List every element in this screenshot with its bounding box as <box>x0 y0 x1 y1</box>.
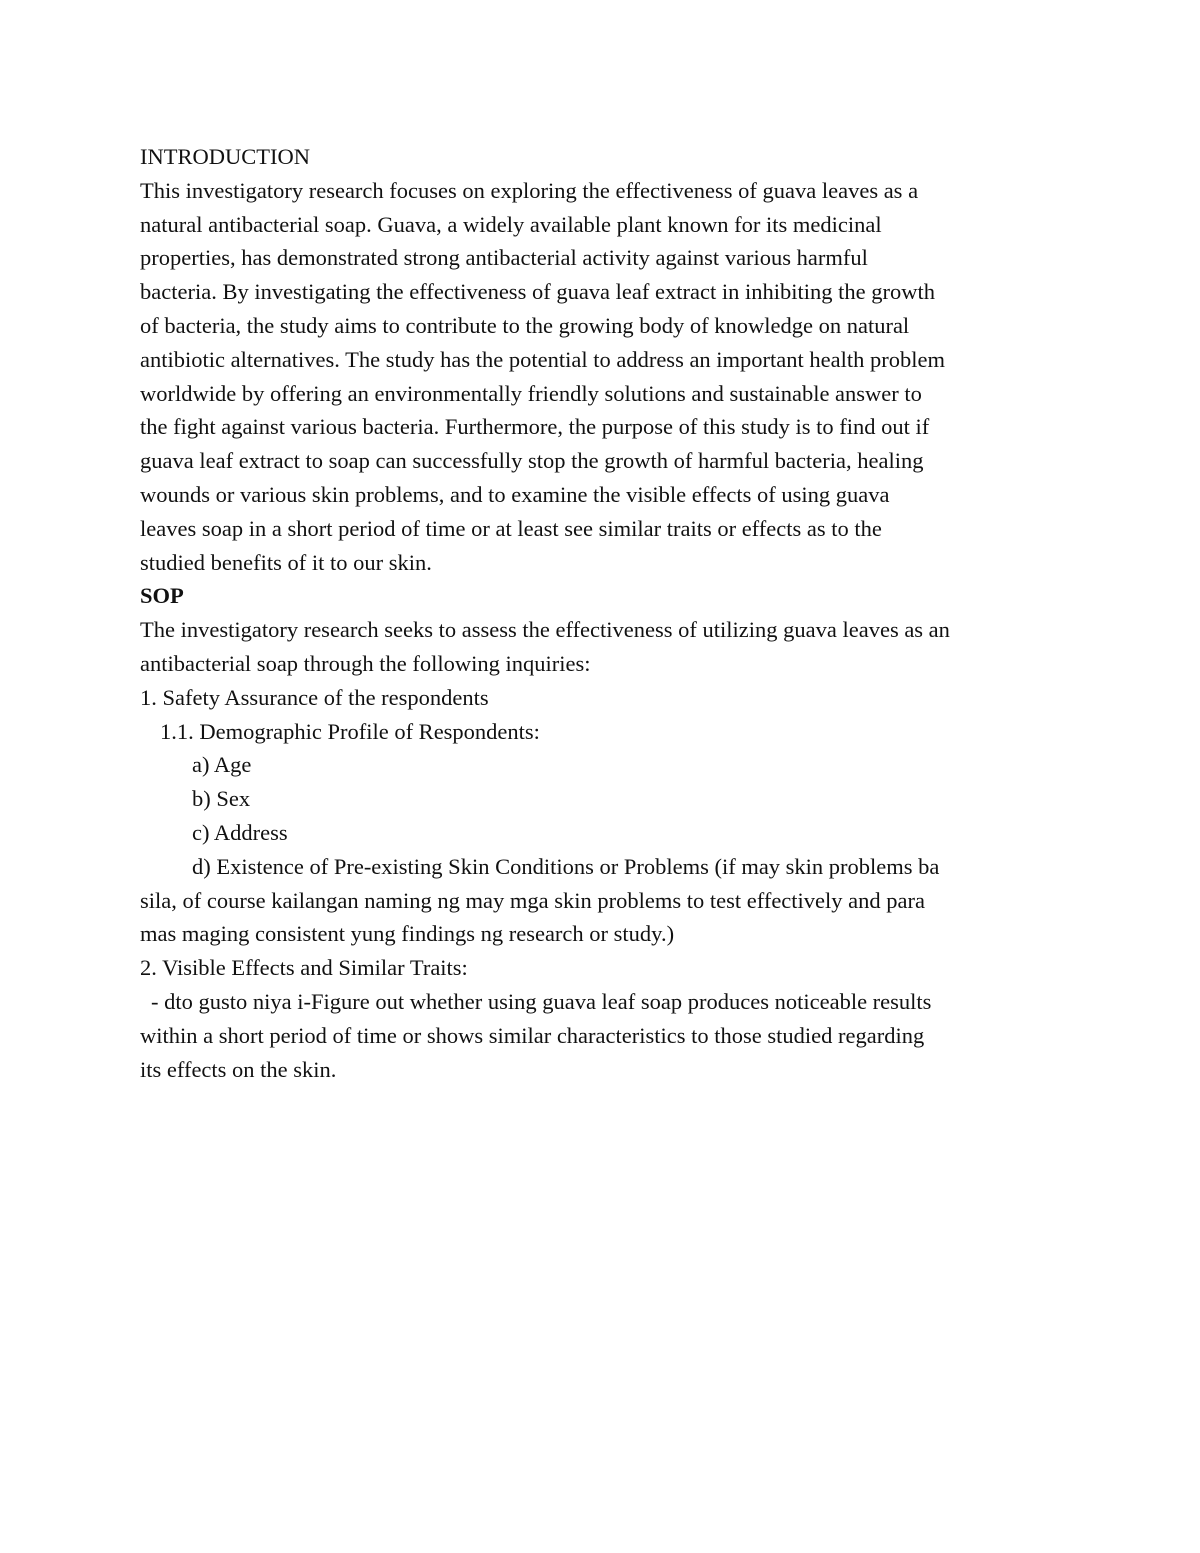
list-item-safety-assurance: 1. Safety Assurance of the respondents <box>140 684 489 710</box>
list-item-skin-conditions: d) Existence of Pre-existing Skin Conditions or Problems (if may skin problems ba sila, of course kailangan naming ng may mga skin problems to test effectively and para mas maging consistent yung findings ng research or study.) <box>140 853 940 947</box>
list-item-age: a) Age <box>192 752 252 778</box>
sop-intro-paragraph: The investigatory research seeks to assess the effectiveness of utilizing guava leaves as an antibacterial soap through the following inquiries: <box>140 617 950 676</box>
introduction-heading: INTRODUCTION <box>140 144 310 169</box>
list-item-demographic-profile: 1.1. Demographic Profile of Respondents: <box>160 718 540 744</box>
list-item-sex: b) Sex <box>192 786 251 812</box>
document-body <box>140 140 1065 1086</box>
introduction-paragraph: This investigatory research focuses on exploring the effectiveness of guava leaves as a natural antibacterial soap. Guava, a widely available plant known for its medicinal properties, has demonstrated strong antibacterial activity against various harmful bacteria. By investigating the effectiveness of guava leaf extract in inhibiting the growth of bacteria, the study aims to contribute to the growing body of knowledge on natural antibiotic alternatives. The study has the potential to address an important health problem worldwide by offering an environmentally friendly solutions and sustainable answer to the fight against various bacteria. Furthermore, the purpose of this study is to find out if guava leaf extract to soap can successfully stop the growth of harmful bacteria, healing wounds or various skin problems, and to examine the visible effects of using guava leaves soap in a short period of time or at least see similar traits or effects as to the studied benefits of it to our skin. <box>140 177 946 575</box>
sop-heading: SOP <box>140 583 184 609</box>
visible-effects-note: - dto gusto niya i-Figure out whether using guava leaf soap produces noticeable results within a short period of time or shows similar characteristics to those studied regarding its effects on the skin. <box>140 988 932 1082</box>
list-item-address: c) Address <box>192 819 288 845</box>
list-item-visible-effects: 2. Visible Effects and Similar Traits: <box>140 955 468 981</box>
